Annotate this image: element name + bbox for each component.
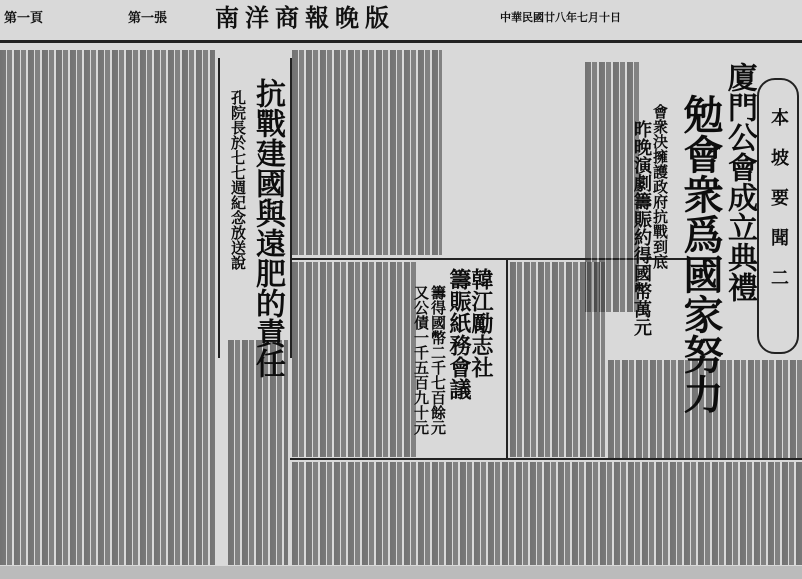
headline-relief-org: 韓江勵志社 — [468, 268, 494, 378]
subhead-xiamen-2: 昨晚演劇籌賑約得國幣萬元 — [631, 120, 652, 336]
headline-relief: 籌賑紙務會議 — [446, 268, 472, 400]
page-bottom-edge — [0, 566, 802, 579]
column-divider — [218, 58, 220, 358]
section-divider — [290, 458, 802, 460]
article-body-bottom — [292, 462, 802, 565]
column-divider — [506, 258, 508, 458]
article-body-left — [0, 50, 215, 565]
subhead-relief-1: 籌得國幣二千七百餘元 — [429, 285, 447, 435]
subhead-antiwar: 孔院長於七七週紀念放送說 — [229, 90, 247, 270]
headline-xiamen-1: 廈門公會成立典禮 — [722, 62, 757, 302]
headline-antiwar: 抗戰建國與遠肥的責任 — [250, 78, 285, 378]
subhead-relief-2: 又公債一千五百九十元 — [412, 285, 430, 435]
page-number-left: 第一頁 — [4, 11, 44, 26]
article-body-relief — [510, 262, 605, 457]
issue-date: 中華民國廿八年七月十日 — [500, 11, 621, 24]
headline-xiamen-2: 勉會衆爲國家努力 — [677, 94, 724, 414]
column-header-text: 本坡要聞二 — [768, 108, 789, 308]
article-body-middle — [292, 262, 417, 457]
page-number: 第一張 — [128, 11, 168, 26]
newspaper-name: 南洋商報晚版 — [215, 3, 395, 32]
column-header-box — [757, 78, 799, 354]
article-body-upper — [292, 50, 442, 255]
subhead-xiamen-1: 會衆決擁護政府抗戰到底 — [651, 104, 669, 269]
masthead — [0, 0, 802, 43]
